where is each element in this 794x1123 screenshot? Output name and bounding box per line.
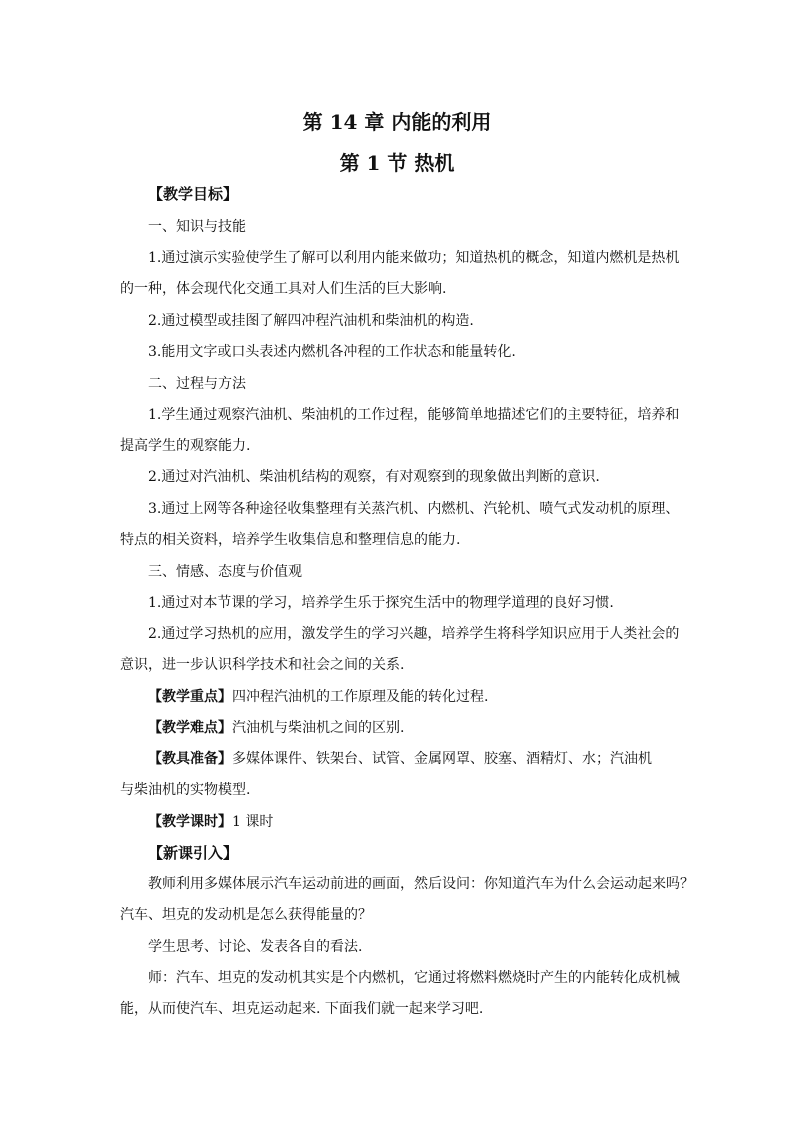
knowledge-item-1-line-2: 的一种，体会现代化交通工具对人们生活的巨大影响. [120, 281, 447, 297]
teaching-prep-label: 【教具准备】 [148, 751, 232, 767]
knowledge-item-2: 2.通过模型或挂图了解四冲程汽油机和柴油机的构造. [148, 313, 474, 329]
teaching-prep-text-1: 多媒体课件、铁架台、试管、金属网罩、胶塞、酒精灯、水；汽油机 [232, 751, 652, 767]
teaching-key-label: 【教学重点】 [148, 689, 232, 705]
intro-paragraph-1-line-1: 教师利用多媒体展示汽车运动前进的画面，然后设问：你知道汽车为什么会运动起来吗？ [148, 876, 694, 892]
intro-paragraph-1-line-2: 汽车、坦克的发动机是怎么获得能量的？ [120, 907, 372, 923]
process-item-3-line-1: 3.通过上网等各种途径收集整理有关蒸汽机、内燃机、汽轮机、喷气式发动机的原理、 [148, 501, 680, 517]
teaching-key-row [148, 687, 680, 707]
teaching-prep-row [148, 749, 680, 769]
teaching-difficulty-label: 【教学难点】 [148, 720, 232, 736]
process-item-2: 2.通过对汽油机、柴油机结构的观察，有对观察到的现象做出判断的意识. [148, 469, 600, 485]
teaching-hours-text: 1 课时 [232, 814, 274, 830]
knowledge-heading: 一、知识与技能 [148, 219, 246, 235]
section-title: 第 1 节 热机 [339, 151, 455, 175]
teaching-hours-label: 【教学课时】 [148, 814, 232, 830]
teaching-key-text: 四冲程汽油机的工作原理及能的转化过程. [232, 689, 489, 705]
intro-paragraph-3-line-2: 能，从而使汽车、坦克运动起来. 下面我们就一起来学习吧. [120, 1001, 484, 1017]
emotion-item-2-line-1: 2.通过学习热机的应用，激发学生的学习兴趣，培养学生将科学知识应用于人类社会的 [148, 626, 680, 642]
intro-paragraph-2: 学生思考、讨论、发表各自的看法. [148, 939, 363, 955]
chapter-title: 第 14 章 内能的利用 [302, 110, 492, 134]
emotion-item-2-line-2: 意识，进一步认识科学技术和社会之间的关系. [120, 657, 405, 673]
knowledge-item-1-line-1: 1.通过演示实验使学生了解可以利用内能来做功；知道热机的概念，知道内燃机是热机 [148, 250, 680, 266]
knowledge-item-3: 3.能用文字或口头表述内燃机各冲程的工作状态和能量转化. [148, 344, 516, 360]
process-heading: 二、过程与方法 [148, 376, 246, 392]
intro-paragraph-3-line-1: 师：汽车、坦克的发动机其实是个内燃机，它通过将燃料燃烧时产生的内能转化成机械 [148, 970, 680, 986]
intro-heading: 【新课引入】 [148, 844, 239, 862]
process-item-1-line-1: 1.学生通过观察汽油机、柴油机的工作过程，能够简单地描述它们的主要特征，培养和 [148, 407, 680, 423]
teaching-difficulty-text: 汽油机与柴油机之间的区别. [232, 720, 405, 736]
process-item-1-line-2: 提高学生的观察能力. [120, 438, 251, 454]
teaching-prep-text-2: 与柴油机的实物模型. [120, 782, 251, 798]
emotion-heading: 三、情感、态度与价值观 [148, 564, 302, 580]
emotion-item-1: 1.通过对本节课的学习，培养学生乐于探究生活中的物理学道理的良好习惯. [148, 595, 614, 611]
objectives-heading: 【教学目标】 [148, 185, 239, 203]
process-item-3-line-2: 特点的相关资料，培养学生收集信息和整理信息的能力. [120, 532, 461, 548]
teaching-difficulty-row [148, 718, 680, 738]
teaching-hours-row [148, 812, 680, 832]
